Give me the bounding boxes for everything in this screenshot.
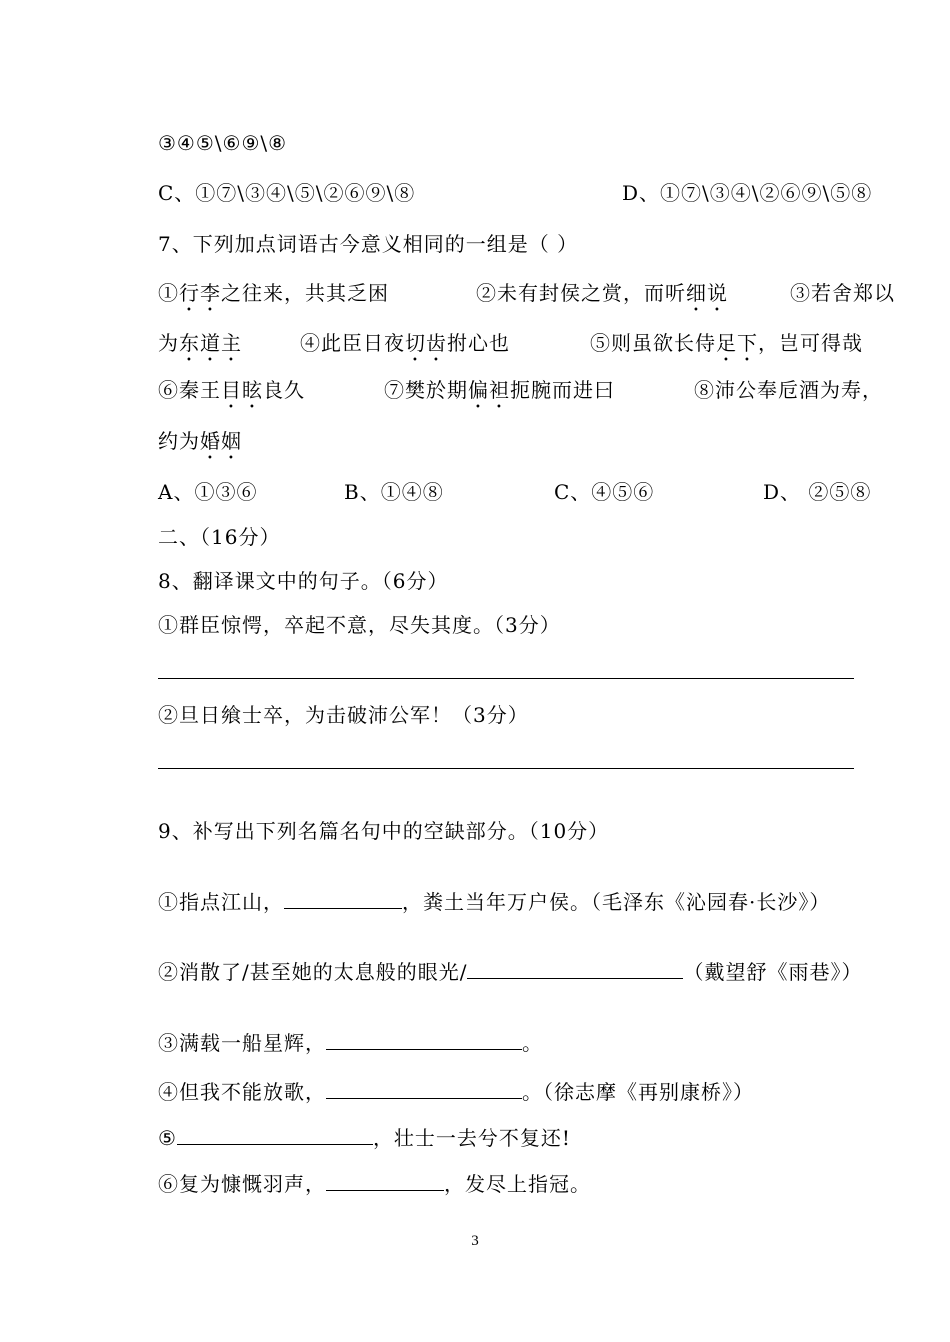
q7-stem: 7、下列加点词语古今意义相同的一组是（ ） — [158, 232, 579, 256]
q7-option-d: D、 ②⑤⑧ — [763, 480, 872, 504]
q8-stem: 8、翻译课文中的句子。（6分） — [158, 569, 449, 593]
fill-blank-2[interactable] — [467, 958, 683, 979]
answer-line-1[interactable] — [158, 678, 854, 679]
q7-item-3-cont: 为东道主 — [158, 331, 242, 355]
q9-line-4: ④但我不能放歌， 。（徐志摩《再别康桥》） — [158, 1080, 754, 1104]
q9-line-5: ⑤ ，壮士一去兮不复还! — [158, 1126, 571, 1150]
q7-item-4: ④此臣日夜切齿拊心也 — [300, 331, 510, 355]
fill-blank-3[interactable] — [326, 1029, 522, 1050]
q7-option-a: A、①③⑥ — [158, 480, 258, 504]
section-2-heading: 二、（16分） — [158, 525, 281, 549]
q9-line-1: ①指点江山， ，粪土当年万户侯。（毛泽东《沁园春·长沙》） — [158, 890, 831, 914]
q8-sentence-1: ①群臣惊愕，卒起不意，尽失其度。（3分） — [158, 613, 561, 637]
q9-line-2: ②消散了/甚至她的太息般的眼光/ （戴望舒《雨巷》） — [158, 960, 863, 984]
q7-option-c: C、④⑤⑥ — [554, 480, 655, 504]
q7-item-8: ⑧沛公奉卮酒为寿， — [694, 378, 883, 402]
fill-blank-4[interactable] — [326, 1078, 522, 1099]
fill-blank-1[interactable] — [284, 888, 402, 909]
q9-line-6: ⑥复为慷慨羽声， ，发尽上指冠。 — [158, 1172, 591, 1196]
q9-stem: 9、补写出下列名篇名句中的空缺部分。（10分） — [158, 819, 610, 843]
q7-item-2: ②未有封侯之赏，而听细说 — [476, 281, 728, 305]
q9-line-3: ③满载一船星辉， 。 — [158, 1031, 543, 1055]
q7-item-7: ⑦樊於期偏袒扼腕而进曰 — [384, 378, 615, 402]
q6-option-line: ③④⑤\⑥⑨\⑧ — [158, 131, 288, 155]
q7-item-1: ①行李之往来，共其乏困 — [158, 281, 389, 305]
q7-option-b: B、①④⑧ — [344, 480, 444, 504]
q8-sentence-2: ②旦日飨士卒，为击破沛公军！（3分） — [158, 703, 529, 727]
q7-item-3: ③若舍郑以 — [790, 281, 895, 305]
fill-blank-6[interactable] — [326, 1170, 444, 1191]
page-number: 3 — [471, 1233, 479, 1249]
q6-option-c: C、①⑦\③④\⑤\②⑥⑨\⑧ — [158, 181, 416, 205]
answer-line-2[interactable] — [158, 768, 854, 769]
q7-item-6: ⑥秦王目眩良久 — [158, 378, 305, 402]
fill-blank-5[interactable] — [177, 1124, 373, 1145]
q7-item-8-cont: 约为婚姻 — [158, 429, 242, 453]
q7-item-5: ⑤则虽欲长侍足下，岂可得哉 — [590, 331, 863, 355]
q6-option-d: D、①⑦\③④\②⑥⑨\⑤⑧ — [622, 181, 873, 205]
